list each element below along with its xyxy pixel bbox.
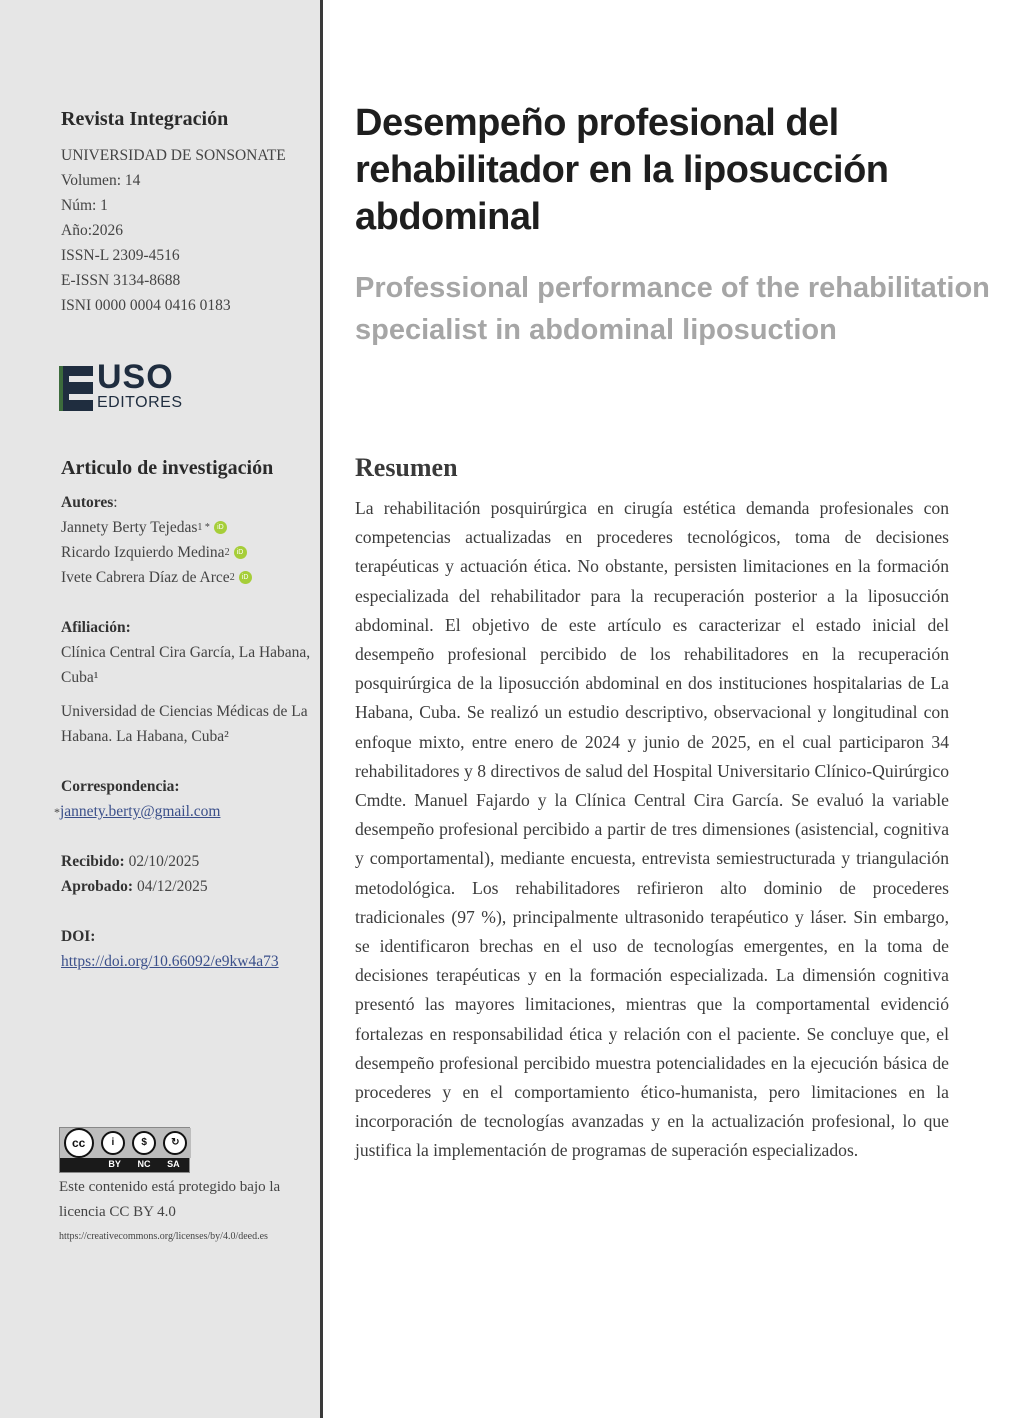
- year: Año:2026: [61, 222, 123, 239]
- cc-label-nc: NC: [137, 1159, 151, 1169]
- approved-label: Aprobado:: [61, 878, 134, 895]
- doi-block: [61, 924, 279, 974]
- author-name: Jannety Berty Tejedas: [61, 519, 198, 536]
- doi-label: DOI:: [61, 928, 96, 945]
- received-date: 02/10/2025: [128, 853, 200, 870]
- logo-text-uso: USO: [97, 358, 174, 396]
- affiliation-label: Afiliación:: [61, 619, 131, 636]
- cc-license-badge[interactable]: [59, 1127, 190, 1173]
- author-item: [61, 515, 252, 540]
- orcid-icon[interactable]: iD: [214, 521, 227, 534]
- author-name: Ricardo Izquierdo Medina: [61, 544, 225, 561]
- article-subtitle: Professional performance of the rehabilitation specialist in abdominal liposuction: [355, 272, 990, 346]
- abstract-text: La rehabilitación posquirúrgica en cirugía estética demanda profesionales con competencias actualizadas en procederes tecnológicos, toma de decisiones terapéuticas y actuación ética. No obstante, persisten limitaciones en la formación especializada del rehabilitador para la recuperación posterior a la liposucción abdominal. El objetivo de este artículo es caracterizar el estado inicial del desempeño profesional percibido de los rehabilitadores en la recuperación posquirúrgica de la liposucción abdominal en dos instituciones hospitalarias de La Habana, Cuba. Se realizó un estudio descriptivo, observacional y longitudinal con enfoque mixto, entre enero de 2024 y junio de 2025, en el cual participaron 34 rehabilitadores y 8 directivos de salud del Hospital Universitario Clínico-Quirúrgico Cmdte. Manuel Fajardo y la Clínica Central Cira García. Se evaluó la variable desempeño profesional percibido a partir de tres dimensiones (asistencial, cognitiva y comportamental), mediante encuesta, entrevista semiestructurada y triangulación metodológica. Los rehabilitadores refirieron alto dominio de procederes tradicionales (97 %), principalmente ultrasonido terapéutico y láser. Sin embargo, se identificaron brechas en el uso de tecnologías emergentes, en la toma de decisiones terapéuticas y en la formación especializada. La dimensión cognitiva presentó las mayores limitaciones, mientras que la comportamental evidenció fortalezas en responsabilidad ética y relación con el paciente. Se concluye que, el desempeño profesional percibido muestra potencialidades en la ejecución básica de procederes y en el comportamiento ético-humanista, pero limitaciones en la incorporación de tecnologías avanzadas y en la actualización profesional, lo que justifica la implementación de programas de superación especializados.: [355, 498, 949, 1161]
- correspondence-block: [54, 774, 221, 825]
- author-item: [61, 565, 252, 590]
- cc-label-by: BY: [108, 1159, 121, 1169]
- volume: Volumen: 14: [61, 172, 141, 189]
- correspondence-label: Correspondencia:: [61, 778, 180, 795]
- license-text: Este contenido está protegido bajo la licencia CC BY 4.0: [59, 1179, 281, 1220]
- authors-block: Autores: Jannety Berty Tejedas 1 * iD Ricardo Izquierdo Medina 2 iD Ivete Cabrera Díaz de Arce 2 iD: [61, 490, 252, 590]
- correspondence-email-link[interactable]: jannety.berty@gmail.com: [60, 803, 221, 820]
- logo-text-editores: EDITORES: [97, 394, 183, 411]
- orcid-icon[interactable]: iD: [239, 571, 252, 584]
- university-name: UNIVERSIDAD DE SONSONATE: [61, 147, 286, 164]
- nc-dollar-icon: $: [132, 1131, 156, 1155]
- doi-link[interactable]: https://doi.org/10.66092/e9kw4a73: [61, 953, 279, 970]
- abstract-heading: Resumen: [355, 453, 458, 482]
- author-affiliation-mark: 1 *: [197, 522, 210, 533]
- issn-l: ISSN-L 2309-4516: [61, 247, 180, 264]
- sa-share-icon: ↻: [163, 1131, 187, 1155]
- journal-name: Revista Integración: [61, 108, 229, 130]
- logo-mark-icon: [59, 366, 93, 411]
- author-name: Ivete Cabrera Díaz de Arce: [61, 569, 230, 586]
- author-item: [61, 540, 252, 565]
- correspondence-mark: *: [54, 805, 60, 819]
- by-person-icon: i: [101, 1131, 125, 1155]
- author-affiliation-mark: 2: [224, 547, 230, 558]
- received-label: Recibido:: [61, 853, 125, 870]
- affiliation-block: [61, 615, 316, 749]
- dates-block: [61, 849, 208, 899]
- approved-date: 04/12/2025: [136, 878, 208, 895]
- orcid-icon[interactable]: iD: [234, 546, 247, 559]
- main-content: [326, 0, 1034, 1418]
- affiliation-item: Clínica Central Cira García, La Habana, Cuba¹: [61, 644, 311, 686]
- isni: ISNI 0000 0004 0416 0183: [61, 297, 231, 314]
- affiliation-item: Universidad de Ciencias Médicas de La Habana. La Habana, Cuba²: [61, 703, 308, 745]
- cc-icon: cc: [64, 1128, 94, 1158]
- article-title: Desempeño profesional del rehabilitador en la liposucción abdominal: [355, 102, 889, 238]
- sidebar: [0, 0, 323, 1418]
- authors-label: Autores: [61, 494, 114, 511]
- uso-editores-logo: [59, 358, 199, 414]
- e-issn: E-ISSN 3134-8688: [61, 272, 181, 289]
- article-type: Articulo de investigación: [61, 457, 274, 479]
- journal-metadata: [61, 143, 286, 318]
- cc-label-sa: SA: [167, 1159, 180, 1169]
- license-url[interactable]: https://creativecommons.org/licenses/by/4.0/deed.es: [59, 1231, 268, 1242]
- issue-number: Núm: 1: [61, 197, 108, 214]
- author-affiliation-mark: 2: [229, 572, 235, 583]
